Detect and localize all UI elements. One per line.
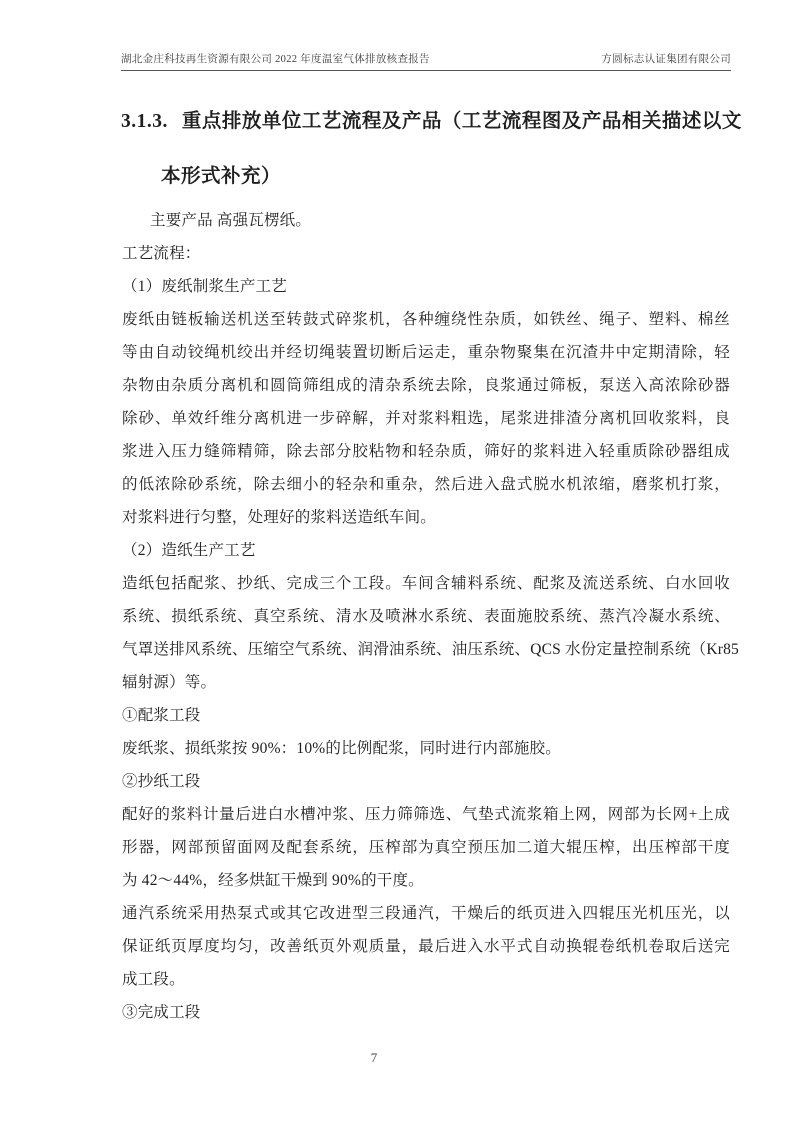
- page-header: [121, 51, 731, 71]
- body-line: （2）造纸生产工艺: [122, 542, 256, 559]
- body-line: 通汽系统采用热泵式或其它改进型三段通汽，干燥后的纸页进入四辊压光机压光，以: [122, 905, 730, 922]
- body-line: 为 42～44%，经多烘缸干燥到 90%的干度。: [122, 872, 424, 889]
- body-line: 配好的浆料计量后进白水槽冲浆、压力筛筛选、气垫式流浆箱上网，网部为长网+上成: [122, 806, 730, 823]
- body-line: 保证纸页厚度均匀，改善纸页外观质量，最后进入水平式自动换辊卷纸机卷取后送完: [122, 938, 730, 955]
- section-title-line-1: [121, 94, 742, 149]
- body-line: 除砂、单效纤维分离机进一步碎解，并对浆料粗选，尾浆进排渣分离机回收浆料，良: [122, 410, 730, 427]
- page-footer: [0, 1050, 748, 1066]
- body-line: 的低浓除砂系统，除去细小的轻杂和重杂，然后进入盘式脱水机浓缩，磨浆机打浆，: [122, 476, 730, 493]
- body-line: （1）废纸制浆生产工艺: [122, 278, 287, 295]
- body-line: 废纸由链板输送机送至转鼓式碎浆机，各种缠绕性杂质，如铁丝、绳子、塑料、棉丝: [122, 311, 730, 328]
- page-number: 7: [370, 1050, 378, 1065]
- section-title-text: 重点排放单位工艺流程及产品（工艺流程图及产品相关描述以文: [181, 111, 742, 132]
- body-line: 废纸浆、损纸浆按 90%：10%的比例配浆，同时进行内部施胶。: [122, 740, 561, 757]
- header-left-text: 湖北金庄科技再生资源有限公司 2022 年度温室气体排放核查报告: [121, 54, 430, 65]
- body-line: 浆进入压力缝筛精筛，除去部分胶粘物和轻杂质，筛好的浆料进入轻重质除砂器组成: [122, 443, 730, 460]
- body-line: 造纸包括配浆、抄纸、完成三个工段。车间含辅料系统、配浆及流送系统、白水回收: [122, 575, 730, 592]
- body-line: ②抄纸工段: [122, 773, 201, 790]
- body-line: ③完成工段: [122, 1004, 201, 1021]
- body-line: 系统、损纸系统、真空系统、清水及喷淋水系统、表面施胶系统、蒸汽冷凝水系统、: [122, 608, 730, 625]
- section-title-line-2: 本形式补充）: [161, 166, 282, 187]
- section-title: [121, 94, 742, 204]
- body-line: ①配浆工段: [122, 707, 201, 724]
- document-body: [122, 204, 739, 1029]
- header-right-text: 方圆标志认证集团有限公司: [601, 54, 731, 65]
- section-number: 3.1.3.: [121, 111, 168, 132]
- body-line: 主要产品 高强瓦楞纸。: [150, 212, 312, 229]
- body-line: 对浆料进行匀整，处理好的浆料送造纸车间。: [122, 509, 437, 526]
- body-line: 工艺流程：: [122, 245, 201, 262]
- body-line: 成工段。: [122, 971, 185, 988]
- body-line: 杂物由杂质分离机和圆筒筛组成的清杂系统去除，良浆通过筛板，泵送入高浓除砂器: [122, 377, 730, 394]
- body-line: 等由自动铰绳机绞出并经切绳装置切断后运走，重杂物聚集在沉渣井中定期清除，轻: [122, 344, 730, 361]
- body-line: 形器，网部预留面网及配套系统，压榨部为真空预压加二道大辊压榨，出压榨部干度: [122, 839, 730, 856]
- body-line: 气罩送排风系统、压缩空气系统、润滑油系统、油压系统、QCS 水份定量控制系统（Kr85: [122, 641, 739, 658]
- body-line: 辐射源）等。: [122, 674, 217, 691]
